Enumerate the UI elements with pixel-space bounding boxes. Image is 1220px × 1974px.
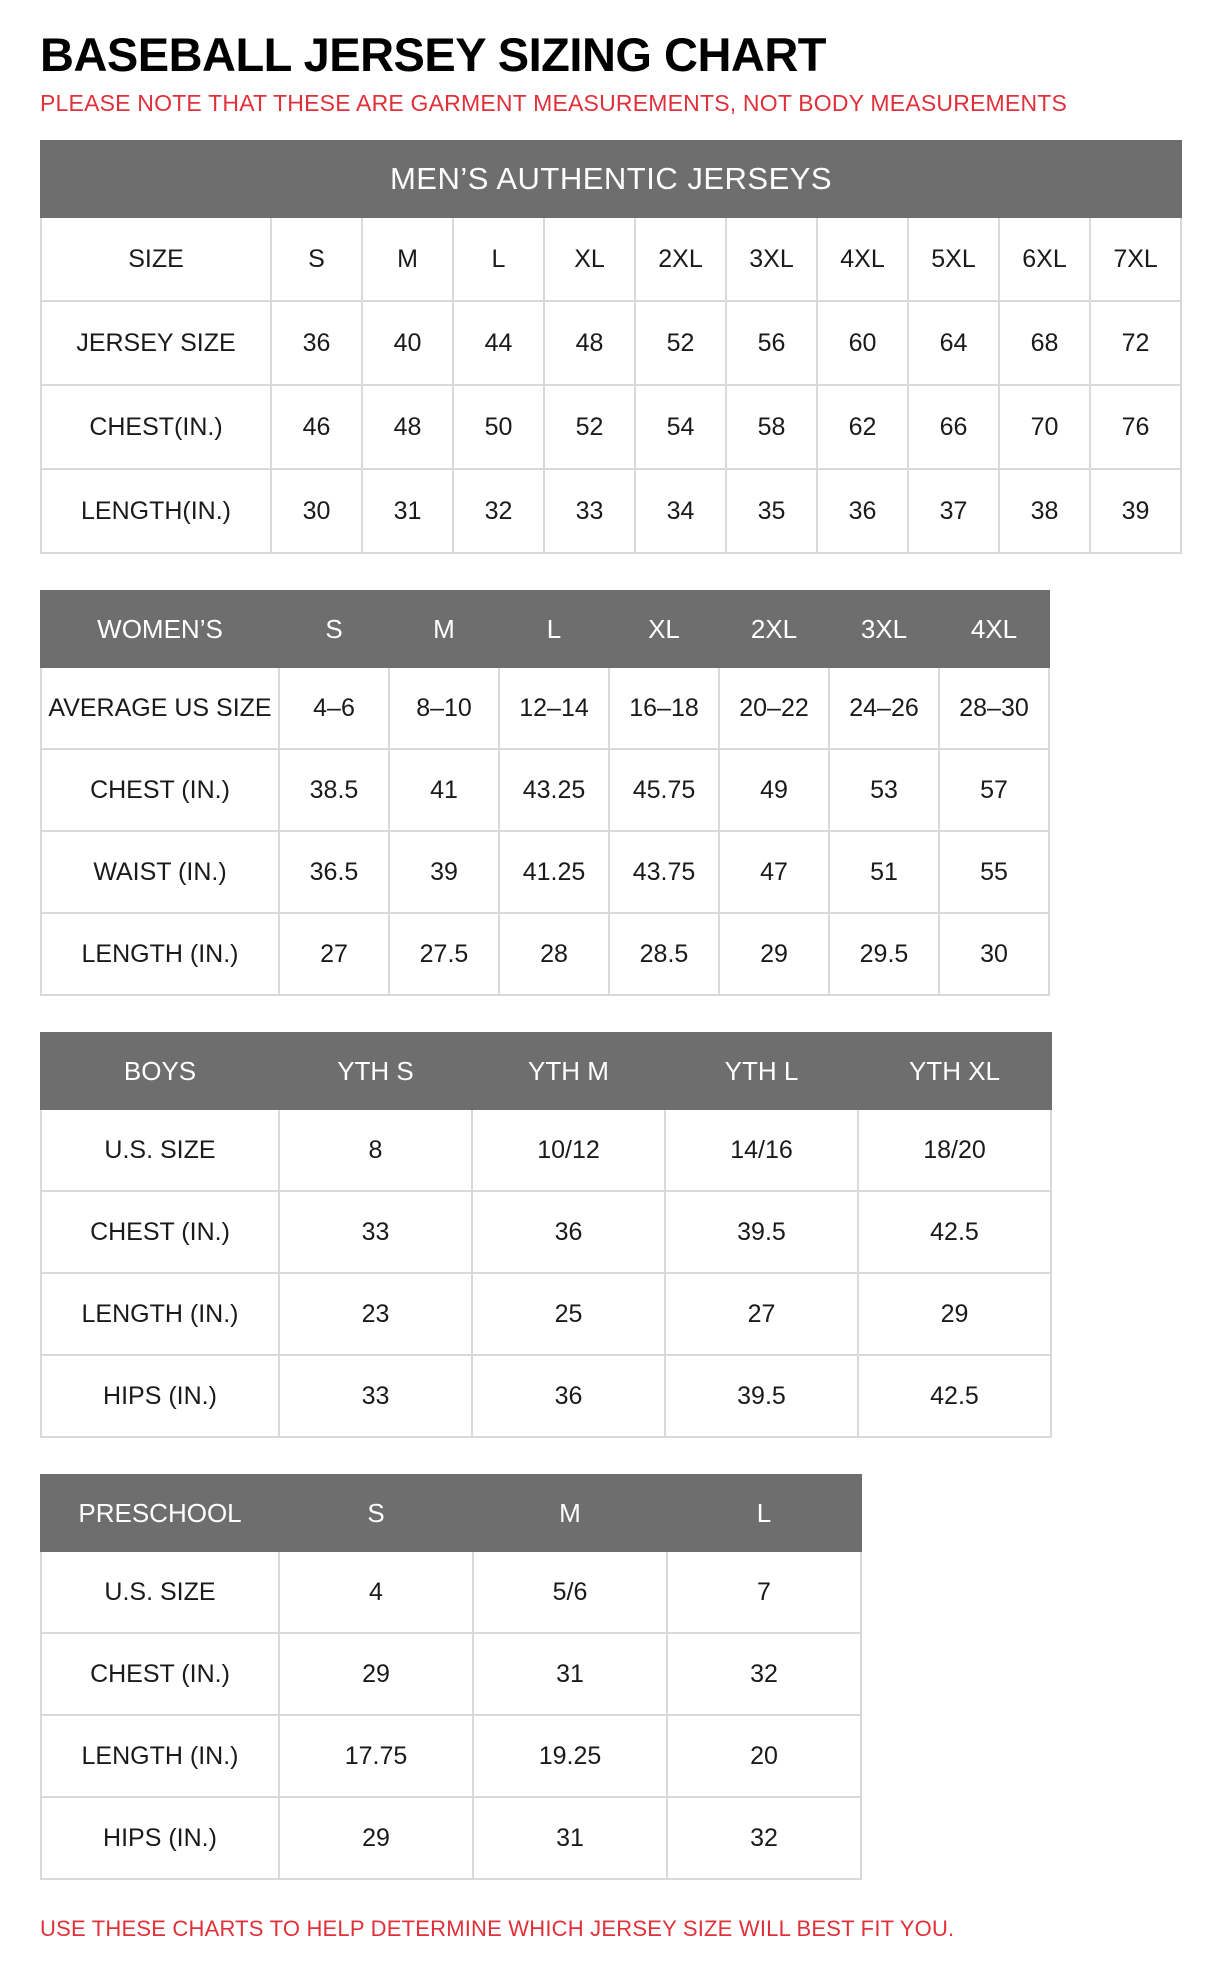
row-label: LENGTH (IN.) (41, 1273, 279, 1355)
cell: 30 (939, 913, 1049, 995)
table-row (41, 217, 1181, 301)
column-header: L (667, 1475, 861, 1551)
row-label: LENGTH (IN.) (41, 913, 279, 995)
cell: 4 (279, 1551, 473, 1633)
column-header: YTH S (279, 1033, 472, 1109)
cell: 32 (667, 1633, 861, 1715)
cell: 27 (279, 913, 389, 995)
cell: 23 (279, 1273, 472, 1355)
column-header: YTH XL (858, 1033, 1051, 1109)
cell: 41 (389, 749, 499, 831)
cell: 68 (999, 301, 1090, 385)
cell: 60 (817, 301, 908, 385)
table-row (41, 1551, 861, 1633)
cell: 41.25 (499, 831, 609, 913)
cell: 49 (719, 749, 829, 831)
table-row (41, 141, 1181, 217)
cell: 39.5 (665, 1355, 858, 1437)
table-header-row (41, 1033, 1051, 1109)
cell: 6XL (999, 217, 1090, 301)
cell: S (271, 217, 362, 301)
cell: 39 (1090, 469, 1181, 553)
cell: 50 (453, 385, 544, 469)
column-header: M (389, 591, 499, 667)
cell: 33 (544, 469, 635, 553)
cell: 7XL (1090, 217, 1181, 301)
mens-banner: MEN’S AUTHENTIC JERSEYS (41, 141, 1181, 217)
column-header: 2XL (719, 591, 829, 667)
cell: 20 (667, 1715, 861, 1797)
cell: 19.25 (473, 1715, 667, 1797)
cell: L (453, 217, 544, 301)
boys-header-label: BOYS (41, 1033, 279, 1109)
page-subtitle: PLEASE NOTE THAT THESE ARE GARMENT MEASUREMENTS, NOT BODY MEASUREMENTS (40, 90, 1068, 117)
cell: 31 (473, 1797, 667, 1879)
cell: 43.75 (609, 831, 719, 913)
cell: 17.75 (279, 1715, 473, 1797)
cell: 56 (726, 301, 817, 385)
cell: 35 (726, 469, 817, 553)
cell: 28 (499, 913, 609, 995)
boys-sizing-table (40, 1032, 1052, 1438)
cell: 25 (472, 1273, 665, 1355)
cell: 27.5 (389, 913, 499, 995)
table-row (41, 831, 1049, 913)
row-label: LENGTH(IN.) (41, 469, 271, 553)
cell: 30 (271, 469, 362, 553)
cell: 31 (362, 469, 453, 553)
cell: 27 (665, 1273, 858, 1355)
womens-sizing-table (40, 590, 1050, 996)
cell: XL (544, 217, 635, 301)
cell: 10/12 (472, 1109, 665, 1191)
row-label: CHEST(IN.) (41, 385, 271, 469)
cell: 42.5 (858, 1355, 1051, 1437)
row-label: CHEST (IN.) (41, 749, 279, 831)
table-header-row (41, 1475, 861, 1551)
table-row (41, 1191, 1051, 1273)
cell: 48 (362, 385, 453, 469)
cell: 29 (279, 1633, 473, 1715)
cell: 54 (635, 385, 726, 469)
cell: 2XL (635, 217, 726, 301)
cell: 72 (1090, 301, 1181, 385)
row-label: LENGTH (IN.) (41, 1715, 279, 1797)
cell: 31 (473, 1633, 667, 1715)
table-row (41, 1109, 1051, 1191)
cell: 43.25 (499, 749, 609, 831)
cell: 37 (908, 469, 999, 553)
column-header: M (473, 1475, 667, 1551)
cell: 8–10 (389, 667, 499, 749)
cell: 29 (719, 913, 829, 995)
cell: 34 (635, 469, 726, 553)
cell: 32 (453, 469, 544, 553)
table-row (41, 1715, 861, 1797)
cell: 42.5 (858, 1191, 1051, 1273)
table-header-row (41, 591, 1049, 667)
table-row (41, 469, 1181, 553)
mens-sizing-table (40, 140, 1182, 554)
cell: 39.5 (665, 1191, 858, 1273)
row-label: WAIST (IN.) (41, 831, 279, 913)
cell: 33 (279, 1191, 472, 1273)
cell: 7 (667, 1551, 861, 1633)
cell: 4–6 (279, 667, 389, 749)
row-label: AVERAGE US SIZE (41, 667, 279, 749)
cell: 53 (829, 749, 939, 831)
row-label: SIZE (41, 217, 271, 301)
cell: 36 (472, 1191, 665, 1273)
row-label: U.S. SIZE (41, 1109, 279, 1191)
cell: 33 (279, 1355, 472, 1437)
cell: 28.5 (609, 913, 719, 995)
cell: 46 (271, 385, 362, 469)
cell: 36 (472, 1355, 665, 1437)
cell: 38 (999, 469, 1090, 553)
column-header: L (499, 591, 609, 667)
cell: 38.5 (279, 749, 389, 831)
cell: 36.5 (279, 831, 389, 913)
table-row (41, 1355, 1051, 1437)
table-row (41, 913, 1049, 995)
column-header: S (279, 591, 389, 667)
cell: 66 (908, 385, 999, 469)
column-header: 4XL (939, 591, 1049, 667)
cell: 29 (279, 1797, 473, 1879)
cell: 55 (939, 831, 1049, 913)
cell: 48 (544, 301, 635, 385)
cell: 5XL (908, 217, 999, 301)
table-row (41, 1633, 861, 1715)
cell: 20–22 (719, 667, 829, 749)
cell: 52 (544, 385, 635, 469)
cell: 51 (829, 831, 939, 913)
cell: 64 (908, 301, 999, 385)
cell: 36 (817, 469, 908, 553)
row-label: CHEST (IN.) (41, 1191, 279, 1273)
table-row (41, 1273, 1051, 1355)
row-label: JERSEY SIZE (41, 301, 271, 385)
cell: 40 (362, 301, 453, 385)
womens-header-label: WOMEN’S (41, 591, 279, 667)
cell: 4XL (817, 217, 908, 301)
column-header: YTH L (665, 1033, 858, 1109)
footer-note: USE THESE CHARTS TO HELP DETERMINE WHICH JERSEY SIZE WILL BEST FIT YOU. (40, 1916, 955, 1942)
cell: 62 (817, 385, 908, 469)
cell: 16–18 (609, 667, 719, 749)
cell: 24–26 (829, 667, 939, 749)
preschool-sizing-table (40, 1474, 862, 1880)
cell: 18/20 (858, 1109, 1051, 1191)
table-row (41, 749, 1049, 831)
table-row (41, 301, 1181, 385)
cell: 76 (1090, 385, 1181, 469)
cell: 12–14 (499, 667, 609, 749)
cell: 47 (719, 831, 829, 913)
cell: 52 (635, 301, 726, 385)
cell: 29.5 (829, 913, 939, 995)
column-header: YTH M (472, 1033, 665, 1109)
cell: 8 (279, 1109, 472, 1191)
column-header: XL (609, 591, 719, 667)
cell: 5/6 (473, 1551, 667, 1633)
cell: 45.75 (609, 749, 719, 831)
preschool-header-label: PRESCHOOL (41, 1475, 279, 1551)
table-row (41, 1797, 861, 1879)
cell: 28–30 (939, 667, 1049, 749)
cell: M (362, 217, 453, 301)
cell: 14/16 (665, 1109, 858, 1191)
column-header: S (279, 1475, 473, 1551)
table-row (41, 667, 1049, 749)
row-label: CHEST (IN.) (41, 1633, 279, 1715)
row-label: HIPS (IN.) (41, 1797, 279, 1879)
cell: 29 (858, 1273, 1051, 1355)
column-header: 3XL (829, 591, 939, 667)
table-row (41, 385, 1181, 469)
cell: 44 (453, 301, 544, 385)
cell: 70 (999, 385, 1090, 469)
cell: 39 (389, 831, 499, 913)
cell: 32 (667, 1797, 861, 1879)
cell: 58 (726, 385, 817, 469)
cell: 3XL (726, 217, 817, 301)
row-label: HIPS (IN.) (41, 1355, 279, 1437)
cell: 57 (939, 749, 1049, 831)
row-label: U.S. SIZE (41, 1551, 279, 1633)
page-title: BASEBALL JERSEY SIZING CHART (40, 28, 826, 81)
cell: 36 (271, 301, 362, 385)
